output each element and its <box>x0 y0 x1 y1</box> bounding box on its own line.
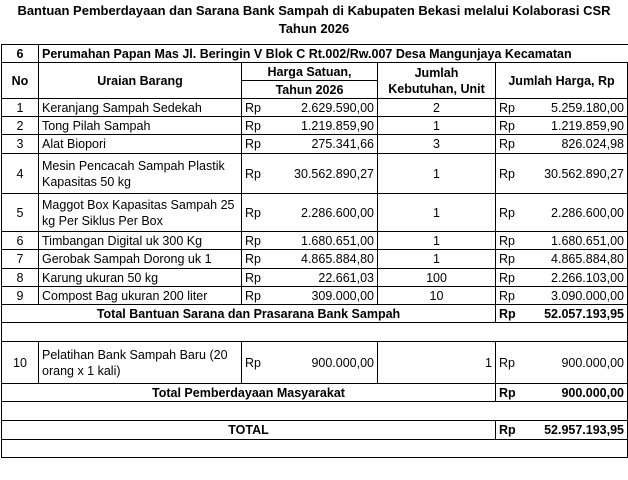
subtotal-pemberdayaan-value: 900.000,00 <box>528 384 628 402</box>
item-name: Gerobak Sampah Dorong uk 1 <box>39 250 242 269</box>
item-price-currency: Rp <box>242 269 274 287</box>
item-qty: 2 <box>378 99 496 117</box>
item-no: 2 <box>2 117 39 135</box>
item-no: 3 <box>2 135 39 154</box>
item-qty: 100 <box>378 269 496 287</box>
item-qty: 3 <box>378 135 496 154</box>
item-total: 30.562.890,27 <box>528 154 628 194</box>
training-row <box>2 342 628 384</box>
training-price: 900.000,00 <box>274 342 378 384</box>
item-total: 2.266.103,00 <box>528 269 628 287</box>
item-total-currency: Rp <box>496 117 528 135</box>
spacer-row <box>2 402 628 421</box>
item-price-currency: Rp <box>242 232 274 250</box>
table-row <box>2 99 628 117</box>
header-no: No <box>2 63 39 99</box>
header-jumlah-1: Jumlah <box>414 65 459 80</box>
subtotal-pemberdayaan-currency: Rp <box>496 384 528 402</box>
table-row <box>2 135 628 154</box>
training-total-currency: Rp <box>496 342 528 384</box>
subtotal-pemberdayaan-row <box>2 384 628 402</box>
subtotal-sarana-row <box>2 305 628 323</box>
item-total: 826.024,98 <box>528 135 628 154</box>
item-price: 22.661,03 <box>274 269 378 287</box>
item-name: Compost Bag ukuran 200 liter <box>39 287 242 305</box>
item-price: 309.000,00 <box>274 287 378 305</box>
item-name: Karung ukuran 50 kg <box>39 269 242 287</box>
item-price-currency: Rp <box>242 99 274 117</box>
item-total: 4.865.884,80 <box>528 250 628 269</box>
training-no: 10 <box>2 342 39 384</box>
item-price-currency: Rp <box>242 154 274 194</box>
item-qty: 1 <box>378 154 496 194</box>
item-total-currency: Rp <box>496 99 528 117</box>
item-qty: 10 <box>378 287 496 305</box>
subtotal-sarana-currency: Rp <box>496 305 528 323</box>
item-total-currency: Rp <box>496 194 528 232</box>
item-no: 5 <box>2 194 39 232</box>
item-name: Mesin Pencacah Sampah Plastik Kapasitas 50 kg <box>39 154 242 194</box>
item-total-currency: Rp <box>496 269 528 287</box>
grand-total-row <box>2 421 628 440</box>
item-total: 5.259.180,00 <box>528 99 628 117</box>
item-price: 2.286.600,00 <box>274 194 378 232</box>
header-harga-1: Harga Satuan, <box>242 63 378 81</box>
item-no: 8 <box>2 269 39 287</box>
item-total-currency: Rp <box>496 135 528 154</box>
item-no: 4 <box>2 154 39 194</box>
table-row <box>2 232 628 250</box>
item-total-currency: Rp <box>496 232 528 250</box>
item-price-currency: Rp <box>242 135 274 154</box>
table-row <box>2 287 628 305</box>
grand-total-value: 52.957.193,95 <box>528 421 628 440</box>
item-no: 7 <box>2 250 39 269</box>
item-qty: 1 <box>378 250 496 269</box>
item-qty: 1 <box>378 232 496 250</box>
item-price-currency: Rp <box>242 287 274 305</box>
table-row <box>2 194 628 232</box>
item-no: 1 <box>2 99 39 117</box>
table-row <box>2 117 628 135</box>
budget-table <box>1 44 628 458</box>
item-name: Tong Pilah Sampah <box>39 117 242 135</box>
header-jumlah <box>378 63 496 99</box>
item-name: Keranjang Sampah Sedekah <box>39 99 242 117</box>
spacer-row <box>2 440 628 458</box>
header-harga-2: Tahun 2026 <box>242 81 378 99</box>
item-price: 4.865.884,80 <box>274 250 378 269</box>
header-uraian: Uraian Barang <box>39 63 242 99</box>
spacer-row <box>2 323 628 342</box>
training-price-currency: Rp <box>242 342 274 384</box>
item-price: 2.629.590,00 <box>274 99 378 117</box>
item-qty: 1 <box>378 194 496 232</box>
item-price-currency: Rp <box>242 194 274 232</box>
item-price: 1.219.859,90 <box>274 117 378 135</box>
item-total: 1.219.859,90 <box>528 117 628 135</box>
item-price-currency: Rp <box>242 250 274 269</box>
table-row <box>2 154 628 194</box>
header-total: Jumlah Harga, Rp <box>496 63 628 99</box>
item-total-currency: Rp <box>496 250 528 269</box>
item-price-currency: Rp <box>242 117 274 135</box>
item-qty: 1 <box>378 117 496 135</box>
item-no: 6 <box>2 232 39 250</box>
location-text: Perumahan Papan Mas Jl. Beringin V Blok C Rt.002/Rw.007 Desa Mangunjaya Kecamatan <box>39 45 628 63</box>
item-price: 275.341,66 <box>274 135 378 154</box>
subtotal-sarana-value: 52.057.193,95 <box>528 305 628 323</box>
location-no: 6 <box>2 45 39 63</box>
grand-total-currency: Rp <box>496 421 528 440</box>
training-qty: 1 <box>378 342 496 384</box>
item-total: 3.090.000,00 <box>528 287 628 305</box>
item-price: 1.680.651,00 <box>274 232 378 250</box>
table-row <box>2 269 628 287</box>
training-total: 900.000,00 <box>528 342 628 384</box>
table-row <box>2 250 628 269</box>
training-name: Pelatihan Bank Sampah Baru (20 orang x 1 kali) <box>39 342 242 384</box>
item-name: Timbangan Digital uk 300 Kg <box>39 232 242 250</box>
item-name: Alat Biopori <box>39 135 242 154</box>
header-row <box>2 63 628 81</box>
header-jumlah-2: Kebutuhan, Unit <box>388 81 485 96</box>
location-row <box>2 45 628 63</box>
item-total-currency: Rp <box>496 154 528 194</box>
item-total: 1.680.651,00 <box>528 232 628 250</box>
item-total-currency: Rp <box>496 287 528 305</box>
subtotal-pemberdayaan-label: Total Pemberdayaan Masyarakat <box>2 384 496 402</box>
item-no: 9 <box>2 287 39 305</box>
item-name: Maggot Box Kapasitas Sampah 25 kg Per Siklus Per Box <box>39 194 242 232</box>
subtotal-sarana-label: Total Bantuan Sarana dan Prasarana Bank Sampah <box>2 305 496 323</box>
item-price: 30.562.890,27 <box>274 154 378 194</box>
page-title: Bantuan Pemberdayaan dan Sarana Bank Sampah di Kabupaten Bekasi melalui Kolaborasi CSR Tahun 2026 <box>17 3 611 36</box>
item-total: 2.286.600,00 <box>528 194 628 232</box>
grand-total-label: TOTAL <box>2 421 496 440</box>
